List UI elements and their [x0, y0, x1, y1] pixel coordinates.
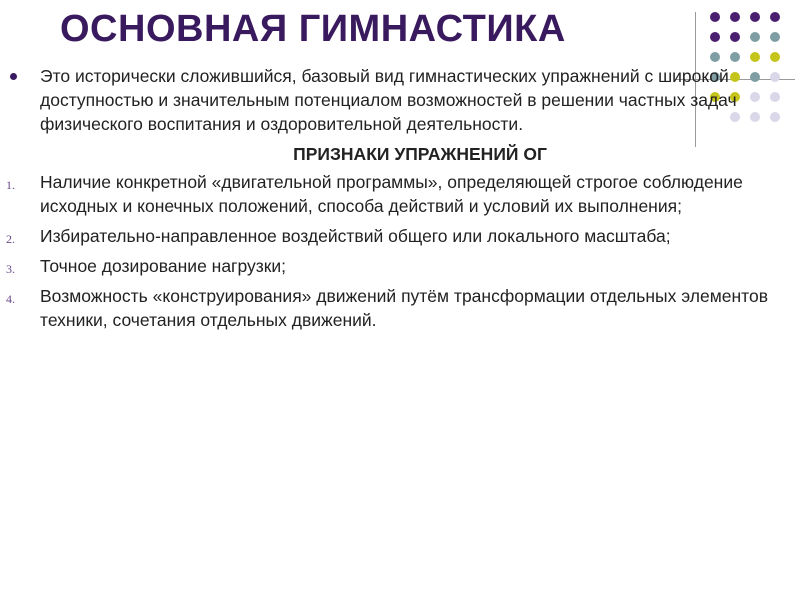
- decorative-dot: [710, 52, 720, 62]
- list-item: [0, 254, 800, 278]
- list-number: 3.: [6, 262, 15, 276]
- decorative-dot: [710, 32, 720, 42]
- decorative-dot: [770, 32, 780, 42]
- decorative-dot: [710, 12, 720, 22]
- list-item-text: Возможность «конструирования» движений путём трансформации отдельных элементов техники, сочетания отдельных движений.: [40, 286, 768, 330]
- list-item-text: Точное дозирование нагрузки;: [40, 256, 287, 276]
- decorative-dot: [730, 52, 740, 62]
- decorative-dot: [750, 52, 760, 62]
- intro-text: Это исторически сложившийся, базовый вид гимнастических упражнений с широкой доступностью и значительным потенциалом возможностей в решении частных задач физического воспитания и оздоровительной деятельности.: [40, 66, 737, 134]
- list-item-text: Наличие конкретной «двигательной программы», определяющей строгое соблюдение исходных и конечных положений, способа действий и условий их выполнения;: [40, 172, 743, 216]
- list-item: [0, 224, 800, 248]
- bullet-icon: [10, 73, 17, 80]
- decorative-dot: [750, 32, 760, 42]
- section-subheading: ПРИЗНАКИ УПРАЖНЕНИЙ ОГ: [293, 144, 547, 164]
- intro-paragraph: [0, 64, 800, 136]
- slide-title: ОСНОВНАЯ ГИМНАСТИКА: [60, 8, 566, 50]
- decorative-dot: [730, 12, 740, 22]
- list-number: 4.: [6, 292, 15, 306]
- list-number: 2.: [6, 232, 15, 246]
- list-item-text: Избирательно-направленное воздействий общего или локального масштаба;: [40, 226, 671, 246]
- decorative-dot: [770, 12, 780, 22]
- list-item: [0, 284, 800, 332]
- features-list: [0, 170, 800, 332]
- list-item: [0, 170, 800, 218]
- decorative-dot: [750, 12, 760, 22]
- decorative-dot: [770, 52, 780, 62]
- decorative-dot: [730, 32, 740, 42]
- list-number: 1.: [6, 178, 15, 192]
- slide-content: [0, 64, 800, 338]
